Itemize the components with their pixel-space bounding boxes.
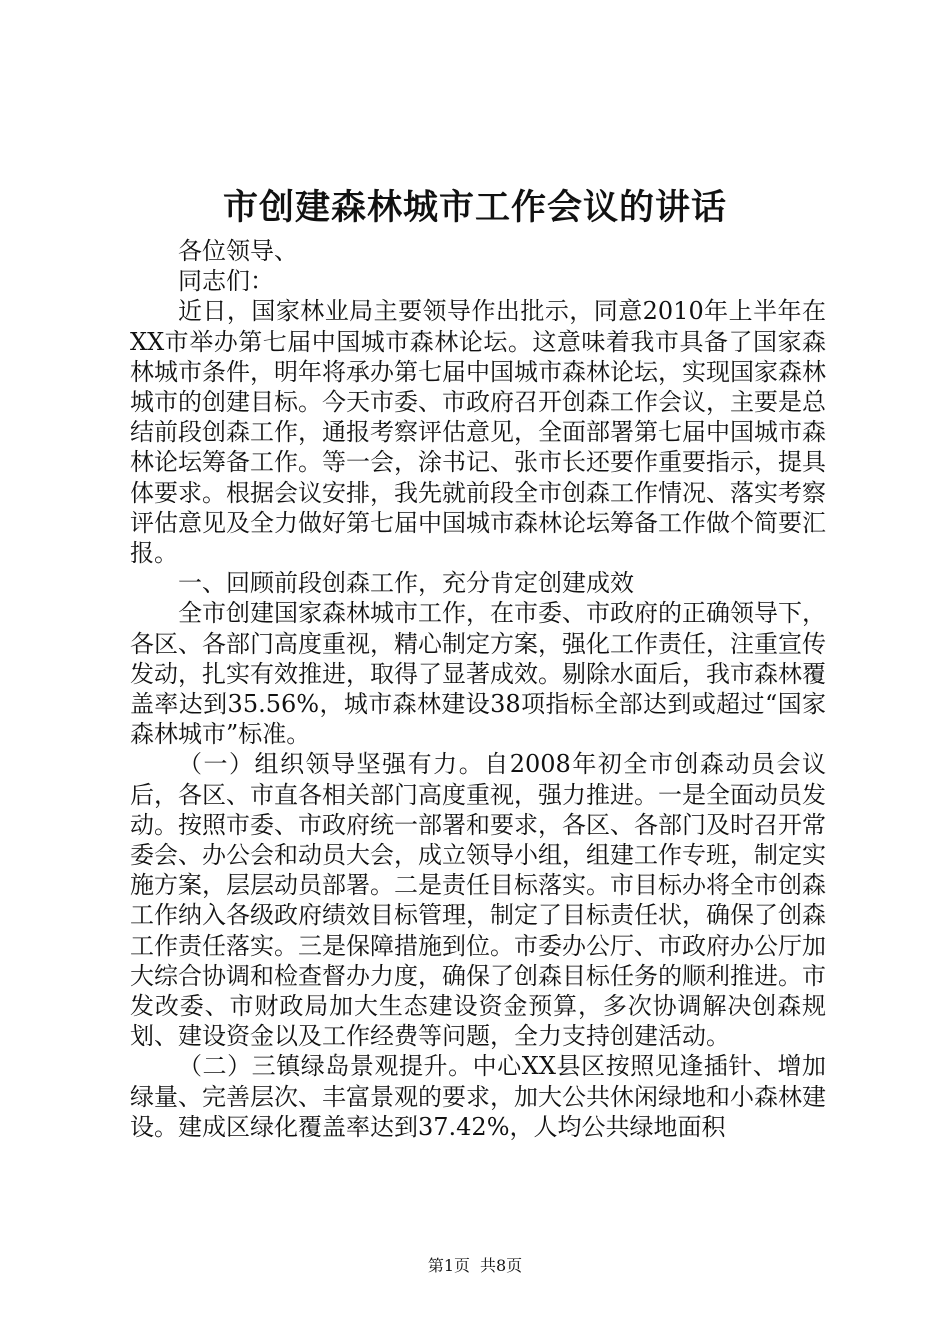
document-title: 市创建森林城市工作会议的讲话 [222, 187, 727, 228]
page-total: 共8页 [480, 1256, 523, 1275]
salutation-line-2: 同志们： [178, 267, 274, 296]
section-heading-1: 一、回顾前段创森工作，充分肯定创建成效 [178, 569, 634, 598]
document-body [130, 236, 826, 1142]
page-number: 第1页 [427, 1256, 470, 1275]
intro-paragraph: 近日，国家林业局主要领导作出批示，同意2010年上半年在XX市举办第七届中国城市森林论坛。这意味着我市具备了国家森林城市条件，明年将承办第七届中国城市森林论坛，实现国家森林城市的创建目标。今天市委、市政府召开创森工作会议，主要是总结前段创森工作，通报考察评估意见，全面部署第七届中国城市森林论坛筹备工作。等一会，涂书记、张市长还要作重要指示，提具体要求。根据会议安排，我先就前段全市创森工作情况、落实考察评估意见及全力做好第七届中国城市森林论坛筹备工作做个简要汇报。 [130, 297, 826, 568]
section-1-paragraph: 全市创建国家森林城市工作，在市委、市政府的正确领导下，各区、各部门高度重视，精心制定方案，强化工作责任，注重宣传发动，扎实有效推进，取得了显著成效。剔除水面后，我市森林覆盖率达到35.56%，城市森林建设38项指标全部达到或超过“国家森林城市”标准。 [130, 599, 826, 749]
page-footer [0, 1254, 950, 1278]
subsection-2-paragraph: （二）三镇绿岛景观提升。中心XX县区按照见逢插针、增加绿量、完善层次、丰富景观的要求，加大公共休闲绿地和小森林建设。建成区绿化覆盖率达到37.42%，人均公共绿地面积 [130, 1052, 826, 1141]
salutation-line-1: 各位领导、 [178, 237, 298, 265]
subsection-1-paragraph: （一）组织领导坚强有力。自2008年初全市创森动员会议后，各区、市直各相关部门高度重视，强力推进。一是全面动员发动。按照市委、市政府统一部署和要求，各区、各部门及时召开常委会、办公会和动员大会，成立领导小组，组建工作专班，制定实施方案，层层动员部署。二是责任目标落实。市目标办将全市创森工作纳入各级政府绩效目标管理，制定了目标责任状，确保了创森工作责任落实。三是保障措施到位。市委办公厅、市政府办公厅加大综合协调和检查督办力度，确保了创森目标任务的顺利推进。市发改委、市财政局加大生态建设资金预算，多次协调解决创森规划、建设资金以及工作经费等问题，全力支持创建活动。 [130, 750, 826, 1051]
